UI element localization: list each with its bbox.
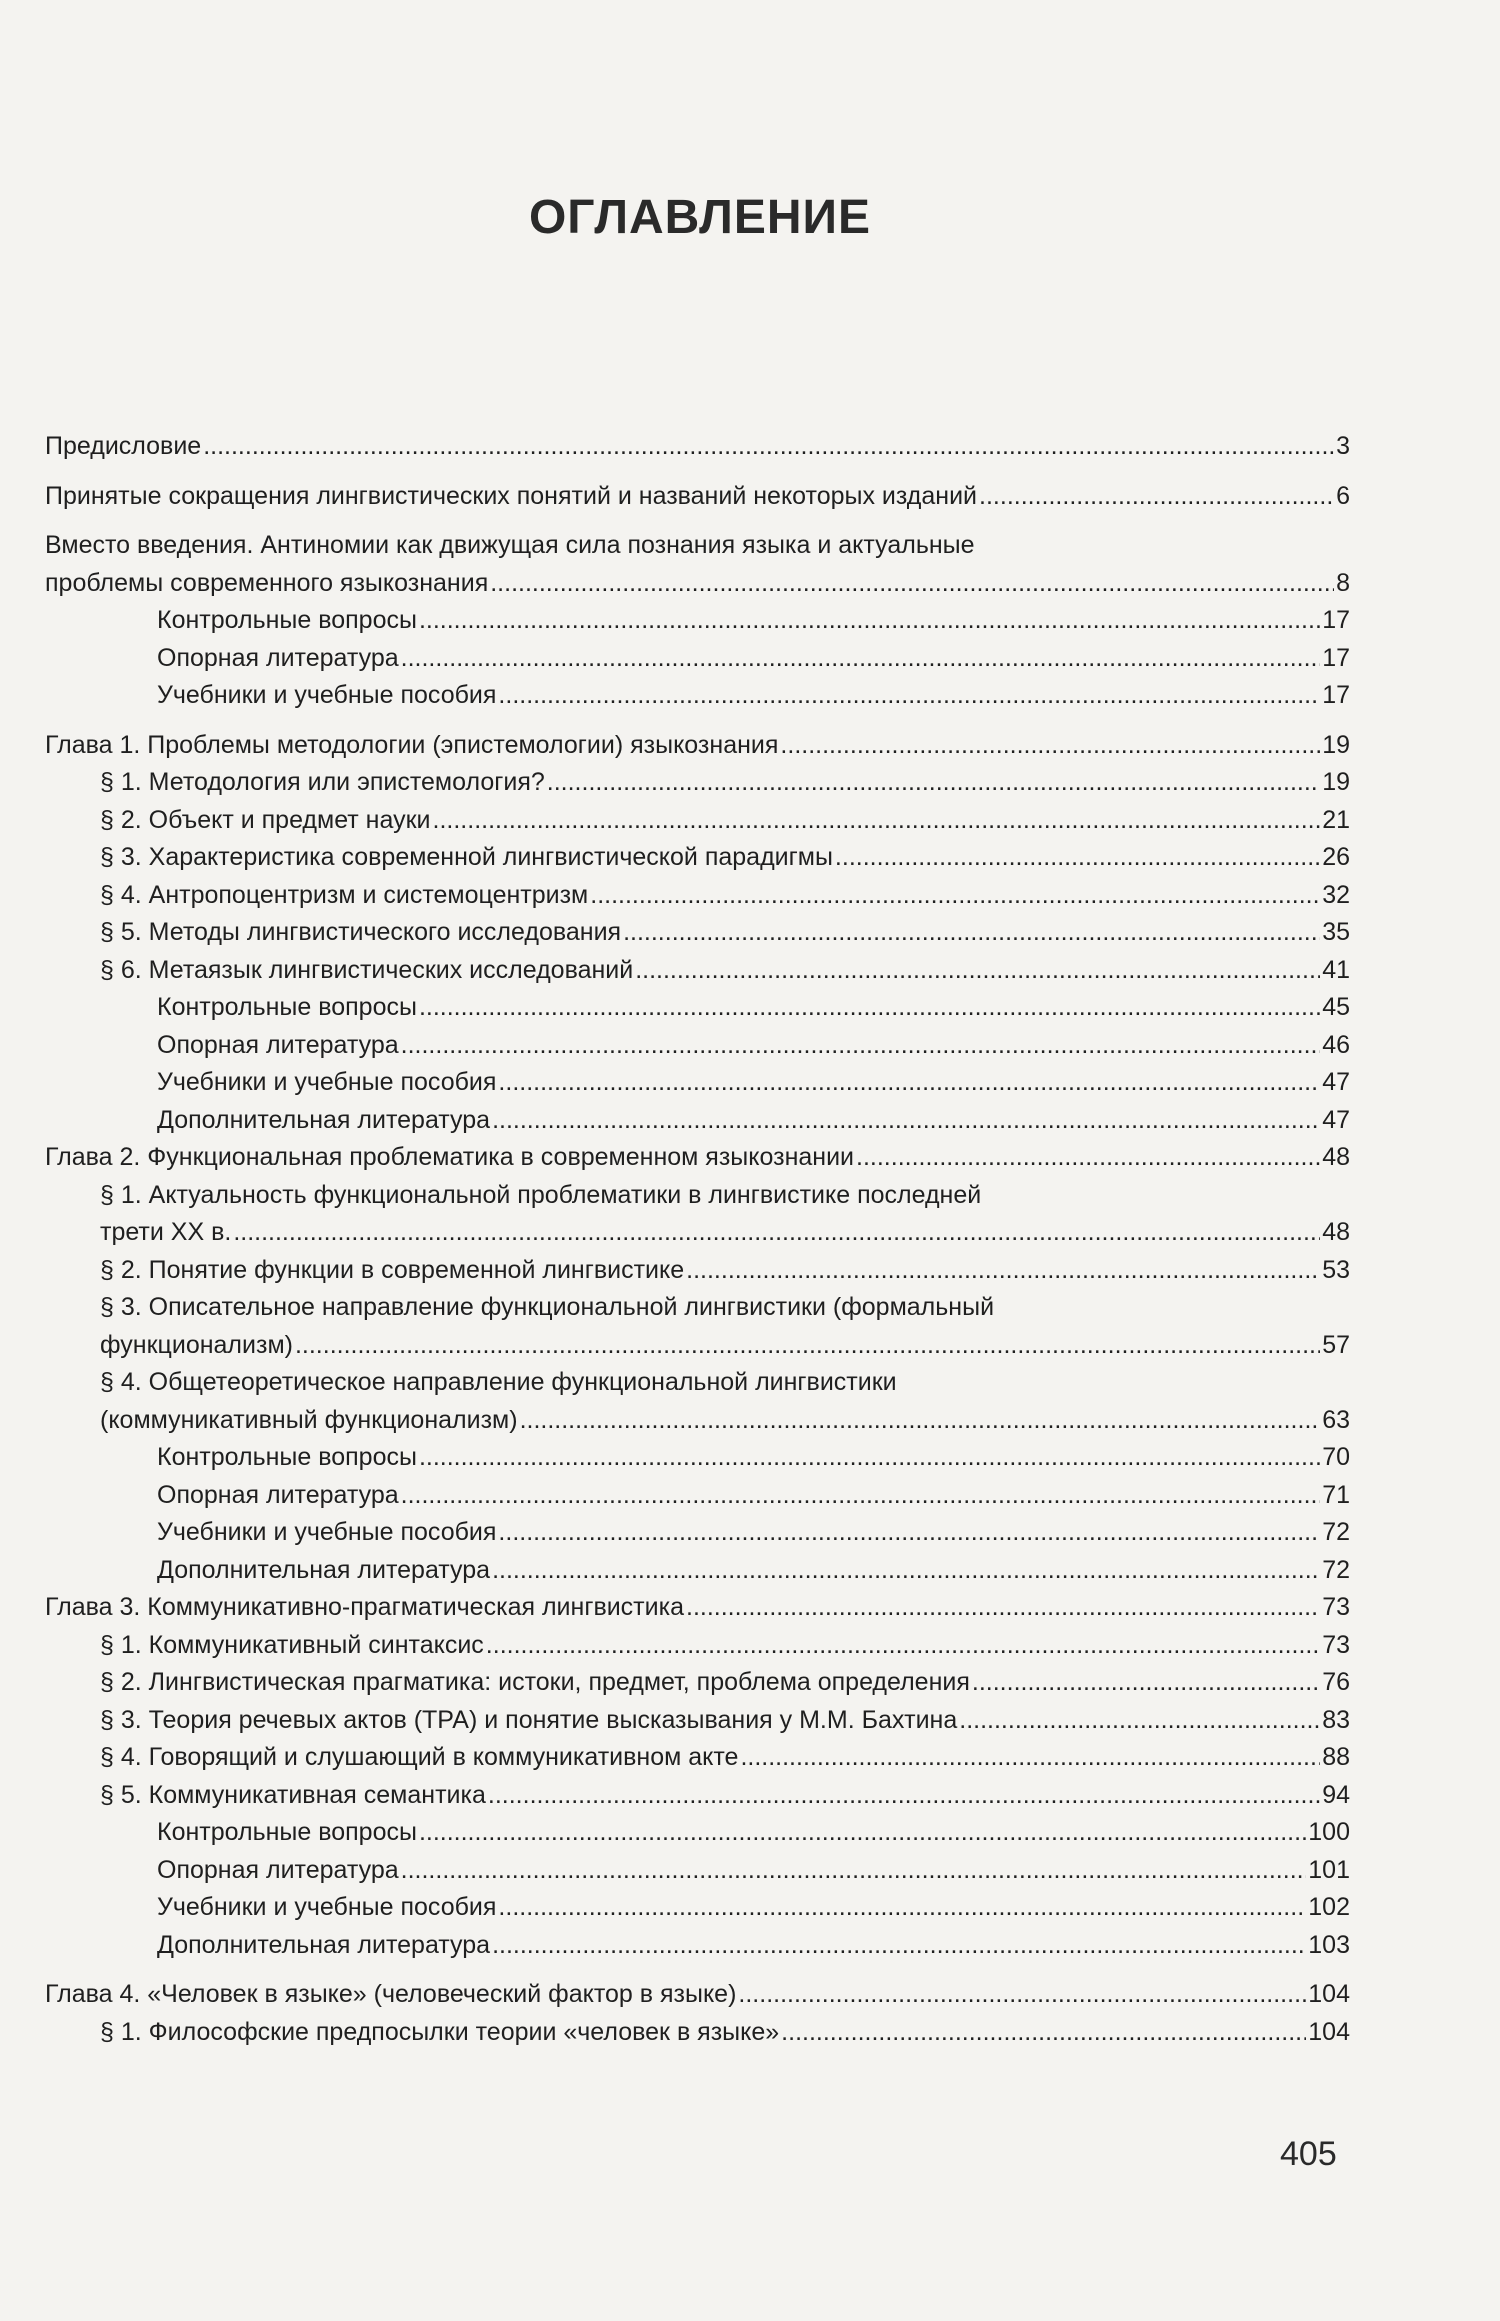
toc-entry-introduction[interactable] [45,527,1350,602]
dot-leader [401,1852,1307,1890]
toc-page-number: 8 [1336,568,1350,597]
toc-entry-title: Контрольные вопросы [157,993,417,1021]
toc-page-number: 63 [1322,1405,1350,1434]
dot-leader [486,1627,1320,1665]
dot-leader [781,2014,1306,2052]
toc-entry-title: Контрольные вопросы [157,606,417,634]
toc-page-number: 3 [1336,432,1350,460]
toc-page-number: 21 [1322,805,1350,834]
toc-page-number: 101 [1308,1855,1350,1884]
toc-entry-title: Дополнительная литература [157,1930,491,1959]
toc-entry-title-continued: трети XX в. [100,1218,232,1246]
dot-leader [498,1514,1320,1552]
toc-entry-title: Опорная литература [157,643,399,672]
dot-leader [498,677,1320,715]
toc-entry-title: Предисловие [45,432,202,460]
dot-leader [856,1139,1320,1177]
toc-entry-title: § 3. Описательное направление функциональной лингвистики (формальный [100,1293,995,1321]
toc-entry-chapter-4[interactable] [45,1976,1350,2014]
toc-page-number: 41 [1322,955,1350,984]
toc-entry-core-literature[interactable] [45,1477,1350,1515]
toc-page-number: 72 [1322,1518,1350,1546]
toc-page-number: 47 [1322,1068,1350,1096]
toc-entry-section[interactable] [45,952,1350,990]
toc-entry-title: § 1. Методология или эпистемология? [100,768,545,796]
toc-entry-title: Глава 4. «Человек в языке» (человеческий фактор в языке) [45,1980,737,2008]
toc-page-number: 35 [1322,918,1350,946]
toc-entry-title: Контрольные вопросы [157,1818,417,1846]
toc-entry-title: Учебники и учебные пособия [157,681,497,709]
toc-page-number: 48 [1322,1218,1350,1246]
toc-page-number: 104 [1308,2017,1350,2046]
dot-leader [233,1214,1320,1252]
toc-page-number: 100 [1308,1818,1350,1846]
toc-entry-title: Дополнительная литература [157,1105,491,1134]
dot-leader [419,1439,1320,1477]
toc-entry-title: § 6. Метаязык лингвистических исследований [100,955,634,984]
toc-entry-title: Учебники и учебные пособия [157,1068,497,1096]
toc-entry-section[interactable] [45,802,1350,840]
toc-entry-title: § 4. Антропоцентризм и системоцентризм [100,880,589,909]
toc-entry-section[interactable] [45,1627,1350,1665]
dot-leader [401,1477,1321,1515]
toc-page-number: 73 [1322,1630,1350,1659]
toc-entry-section[interactable] [45,839,1350,877]
toc-page-number: 70 [1322,1443,1350,1471]
toc-entry-title: § 5. Методы лингвистического исследования [100,918,622,946]
dot-leader [433,802,1321,840]
toc-page-number: 46 [1322,1030,1350,1059]
dot-leader [979,478,1334,516]
toc-entry-title: § 5. Коммуникативная семантика [100,1780,486,1809]
dot-leader [492,1927,1306,1965]
dot-leader [835,839,1320,877]
toc-page-number: 45 [1322,993,1350,1021]
toc-entry-title: Учебники и учебные пособия [157,1893,497,1921]
toc-entry-title: Принятые сокращения лингвистических понятий и названий некоторых изданий [45,481,978,510]
dot-leader [295,1327,1320,1365]
toc-page-number: 17 [1322,606,1350,634]
toc-entry-title-continued: функционализм) [100,1330,293,1359]
dot-leader [635,952,1320,990]
table-of-contents [45,428,1350,2051]
dot-leader [498,1889,1306,1927]
dot-leader [959,1702,1320,1740]
toc-entry-section[interactable] [45,877,1350,915]
toc-page-number: 53 [1322,1255,1350,1284]
toc-entry-title: Опорная литература [157,1030,399,1059]
dot-leader [492,1102,1320,1140]
toc-entry-title: § 2. Лингвистическая прагматика: истоки, предмет, проблема определения [100,1668,970,1696]
toc-entry-section[interactable] [45,1739,1350,1777]
toc-page-number: 6 [1336,481,1350,510]
toc-entry-section[interactable] [45,1664,1350,1702]
toc-entry-core-literature[interactable] [45,640,1350,678]
dot-leader [203,428,1334,466]
toc-page-number: 71 [1322,1480,1350,1509]
dot-leader [401,640,1321,678]
toc-entry-textbooks[interactable] [45,1514,1350,1552]
toc-entry-textbooks[interactable] [45,677,1350,715]
toc-entry-section[interactable] [45,1364,1350,1439]
toc-page-number: 26 [1322,843,1350,871]
toc-entry-title: § 3. Теория речевых актов (ТРА) и понятие высказывания у М.М. Бахтина [100,1705,958,1734]
dot-leader [520,1402,1321,1440]
toc-page-number: 48 [1322,1143,1350,1171]
toc-page-number: 102 [1308,1893,1350,1921]
toc-entry-section[interactable] [45,1777,1350,1815]
dot-leader [738,1976,1306,2014]
toc-entry-title-continued: (коммуникативный функционализм) [100,1405,518,1434]
page-title: ОГЛАВЛЕНИЕ [528,191,872,244]
toc-entry-title: § 3. Характеристика современной лингвистической парадигмы [100,843,833,871]
toc-page-number: 94 [1322,1780,1350,1809]
toc-entry-core-literature[interactable] [45,1027,1350,1065]
dot-leader [490,565,1334,603]
toc-entry-section[interactable] [45,2014,1350,2052]
toc-entry-title: Опорная литература [157,1480,399,1509]
toc-entry-title: § 1. Философские предпосылки теории «человек в языке» [100,2017,780,2046]
toc-entry-title: § 4. Говорящий и слушающий в коммуникативном акте [100,1743,739,1771]
toc-page-number: 104 [1308,1980,1350,2008]
toc-page-number: 73 [1322,1593,1350,1621]
toc-entry-abbreviations[interactable] [45,478,1350,516]
toc-entry-section[interactable] [45,1289,1350,1364]
toc-entry-title: § 2. Понятие функции в современной лингвистике [100,1255,685,1284]
toc-entry-questions[interactable] [45,989,1350,1027]
dot-leader [972,1664,1320,1702]
dot-leader [547,764,1320,802]
toc-entry-title: § 4. Общетеоретическое направление функциональной лингвистики [100,1368,897,1396]
dot-leader [780,727,1320,765]
toc-page-number: 19 [1322,730,1350,759]
toc-page-number: 57 [1322,1330,1350,1359]
dot-leader [401,1027,1321,1065]
toc-entry-textbooks[interactable] [45,1064,1350,1102]
toc-page-number: 32 [1322,880,1350,909]
toc-entry-preface[interactable] [45,428,1350,466]
toc-entry-additional-literature[interactable] [45,1927,1350,1965]
toc-entry-section[interactable] [45,1177,1350,1252]
dot-leader [590,877,1320,915]
toc-entry-additional-literature[interactable] [45,1102,1350,1140]
toc-page-number: 83 [1322,1705,1350,1734]
dot-leader [492,1552,1320,1590]
toc-page-number: 76 [1322,1668,1350,1696]
toc-entry-title: Глава 3. Коммуникативно-прагматическая лингвистика [45,1593,684,1621]
toc-entry-title: § 1. Актуальность функциональной проблематики в лингвистике последней [100,1180,982,1209]
toc-entry-section[interactable] [45,1252,1350,1290]
toc-page-number: 72 [1322,1555,1350,1584]
dot-leader [419,989,1320,1027]
dot-leader [488,1777,1320,1815]
toc-page-number: 17 [1322,681,1350,709]
toc-page-number: 47 [1322,1105,1350,1134]
toc-entry-additional-literature[interactable] [45,1552,1350,1590]
toc-entry-title: Опорная литература [157,1855,399,1884]
toc-entry-chapter-2[interactable] [45,1139,1350,1177]
toc-entry-title: § 1. Коммуникативный синтаксис [100,1630,484,1659]
toc-entry-questions[interactable] [45,1439,1350,1477]
toc-entry-section[interactable] [45,914,1350,952]
toc-entry-questions[interactable] [45,1814,1350,1852]
toc-page-number: 17 [1322,643,1350,672]
toc-entry-title: Учебники и учебные пособия [157,1518,497,1546]
toc-entry-title-continued: проблемы современного языкознания [45,568,489,597]
toc-entry-title: Дополнительная литература [157,1555,491,1584]
toc-entry-questions[interactable] [45,602,1350,640]
dot-leader [686,1252,1320,1290]
toc-entry-chapter-1[interactable] [45,727,1350,765]
dot-leader [498,1064,1320,1102]
dot-leader [419,602,1320,640]
toc-page-number: 19 [1322,768,1350,796]
toc-entry-section[interactable] [45,1702,1350,1740]
dot-leader [740,1739,1320,1777]
dot-leader [623,914,1320,952]
toc-entry-title: Глава 2. Функциональная проблематика в современном языкознании [45,1143,855,1171]
toc-entry-textbooks[interactable] [45,1889,1350,1927]
toc-entry-chapter-3[interactable] [45,1589,1350,1627]
dot-leader [686,1589,1320,1627]
toc-page-number: 103 [1308,1930,1350,1959]
toc-entry-title: Вместо введения. Антиномии как движущая сила познания языка и актуальные [45,531,975,559]
toc-page-number: 88 [1322,1743,1350,1771]
dot-leader [419,1814,1306,1852]
page-number: 405 [1280,2135,1337,2173]
toc-entry-core-literature[interactable] [45,1852,1350,1890]
toc-entry-title: Контрольные вопросы [157,1443,417,1471]
toc-entry-title: § 2. Объект и предмет науки [100,805,431,834]
toc-entry-section[interactable] [45,764,1350,802]
toc-entry-title: Глава 1. Проблемы методологии (эпистемологии) языкознания [45,730,779,759]
